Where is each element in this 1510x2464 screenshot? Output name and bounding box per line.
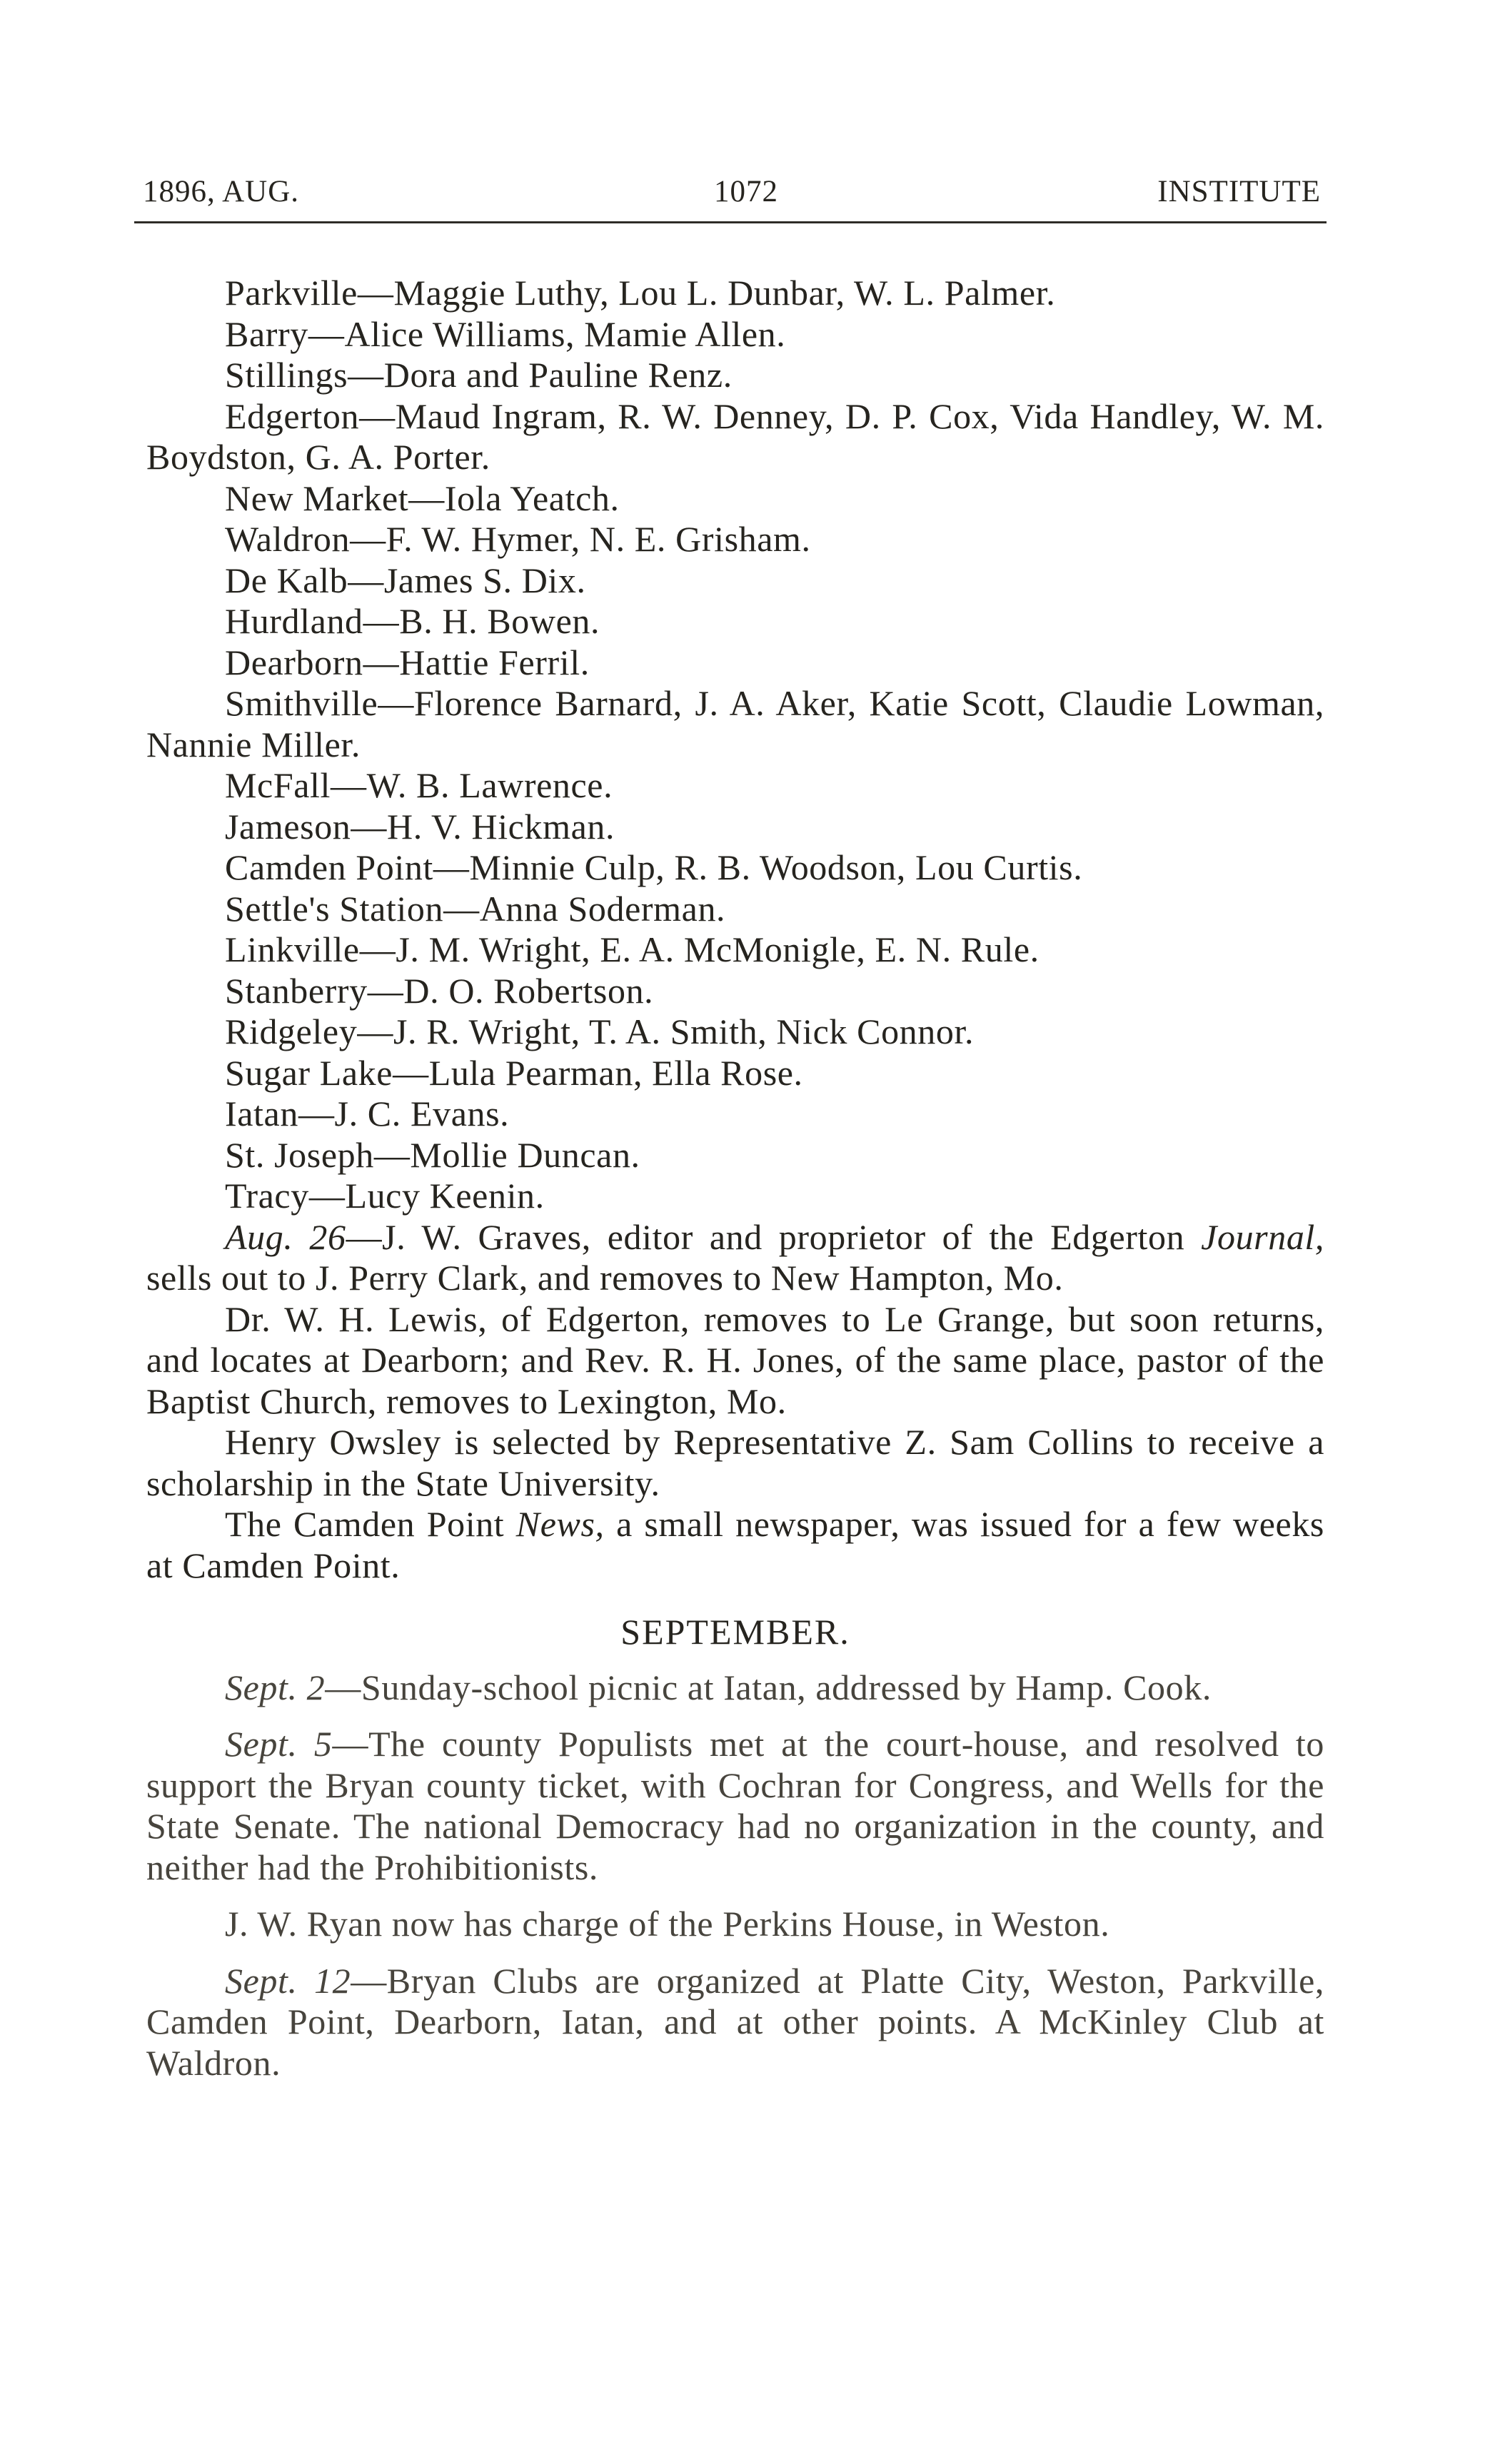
news-title: News, [515, 1504, 605, 1544]
attendee-names: Minnie Culp, R. B. Woodson, Lou Curtis. [469, 847, 1083, 887]
place-name: Parkville [225, 273, 358, 313]
page-body [146, 273, 1324, 2084]
place-name: New Market [225, 478, 409, 518]
place-entry: McFall—W. B. Lawrence. [225, 765, 613, 805]
attendee-names: Iola Yeatch. [444, 478, 620, 518]
place-name: Ridgeley [225, 1011, 358, 1051]
attendee-names: J. R. Wright, T. A. Smith, Nick Connor. [393, 1011, 975, 1051]
place-name: Smithville [225, 683, 378, 723]
paragraph-aug-26: Aug. 26—J. W. Graves, editor and proprietor of the Edgerton Journal, sells out to J. Perry Clark, and removes to New Hampton, Mo. [146, 1216, 1325, 1298]
place-name: Iatan [225, 1094, 298, 1133]
journal-title: Journal, [1201, 1216, 1325, 1257]
entry-date: Sept. 2 [225, 1667, 326, 1707]
place-name: Camden Point [225, 847, 433, 887]
header-rule [134, 221, 1327, 223]
header-date: 1896, AUG. [143, 175, 300, 208]
paragraph-camden-news: The Camden Point News, a small newspaper, was issued for a few weeks at Camden Point. [146, 1504, 1324, 1585]
place-entry: Tracy—Lucy Keenin. [225, 1176, 545, 1216]
place-name: Stillings [225, 355, 348, 395]
attendee-names: J. M. Wright, E. A. McMonigle, E. N. Rule. [396, 929, 1040, 969]
place-entry: Camden Point—Minnie Culp, R. B. Woodson, Lou Curtis. [225, 847, 1083, 887]
place-name: Sugar Lake [225, 1052, 393, 1093]
place-entry: Smithville—Florence Barnard, J. A. Aker, Katie Scott, Claudie Lowman, Nannie Miller. [146, 683, 1324, 764]
attendee-names: Lula Pearman, Ella Rose. [428, 1052, 803, 1093]
paragraph-sept-12: Sept. 12—Bryan Clubs are organized at Platte City, Weston, Parkville, Camden Point, Dearborn, Iatan, and at other points. A McKinley Club at Waldron. [146, 1960, 1324, 2083]
section-heading-september: SEPTEMBER. [620, 1612, 850, 1652]
place-entry: Waldron—F. W. Hymer, N. E. Grisham. [225, 519, 811, 559]
place-name: Stanberry [225, 970, 368, 1011]
places-list [146, 273, 1324, 1217]
place-name: De Kalb [225, 560, 348, 600]
attendee-names: Dora and Pauline Renz. [383, 355, 733, 395]
place-entry: Jameson—H. V. Hickman. [225, 806, 615, 847]
place-entry: Parkville—Maggie Luthy, Lou L. Dunbar, W. L. Palmer. [225, 273, 1056, 313]
page-number: 1072 [714, 175, 778, 208]
place-entry: Barry—Alice Williams, Mamie Allen. [225, 313, 786, 354]
place-entry: Stanberry—D. O. Robertson. [225, 970, 654, 1011]
page-header [143, 174, 1321, 217]
attendee-names: Anna Soderman. [479, 888, 726, 929]
paragraph-owsley: Henry Owsley is selected by Representative Z. Sam Collins to receive a scholarship in the State University. [146, 1422, 1324, 1503]
place-name: Barry [225, 313, 308, 354]
place-entry: Linkville—J. M. Wright, E. A. McMonigle, E. N. Rule. [225, 929, 1040, 969]
place-name: McFall [225, 765, 331, 805]
place-entry: De Kalb—James S. Dix. [225, 560, 586, 600]
paragraph-gap [146, 1888, 1324, 1904]
attendee-names: W. B. Lawrence. [366, 765, 613, 805]
attendee-names: Maggie Luthy, Lou L. Dunbar, W. L. Palmer. [393, 273, 1056, 313]
place-name: Linkville [225, 929, 360, 969]
paragraph-gap [146, 1945, 1324, 1961]
place-name: Hurdland [225, 601, 363, 641]
place-entry: Edgerton—Maud Ingram, R. W. Denney, D. P. Cox, Vida Handley, W. M. Boydston, G. A. Porter. [146, 395, 1324, 477]
place-name: St. Joseph [225, 1134, 374, 1175]
attendee-names: H. V. Hickman. [387, 806, 615, 847]
attendee-names: James S. Dix. [383, 560, 586, 600]
attendee-names: D. O. Robertson. [403, 970, 654, 1011]
attendee-names: F. W. Hymer, N. E. Grisham. [386, 519, 811, 559]
place-name: Jameson [225, 806, 351, 847]
place-name: Edgerton [225, 395, 360, 436]
place-entry: Stillings—Dora and Pauline Renz. [225, 355, 733, 395]
place-entry: Iatan—J. C. Evans. [225, 1094, 510, 1133]
entry-date: Sept. 5 [225, 1724, 333, 1764]
place-name: Settle's Station [225, 888, 444, 929]
attendee-names: B. H. Bowen. [399, 601, 600, 641]
attendee-names: Hattie Ferril. [399, 642, 590, 682]
paragraph-sept-2: Sept. 2—Sunday-school picnic at Iatan, addressed by Hamp. Cook. [225, 1667, 1212, 1707]
paragraph-lewis: Dr. W. H. Lewis, of Edgerton, removes to Le Grange, but soon returns, and locates at Dearborn; and Rev. R. H. Jones, of the same place, pastor of the Baptist Church, removes to Lexington, Mo. [146, 1298, 1324, 1421]
attendee-names: Alice Williams, Mamie Allen. [344, 313, 786, 354]
attendee-names: J. C. Evans. [334, 1094, 510, 1133]
entry-date: Aug. 26 [225, 1216, 346, 1257]
paragraph-gap [146, 1708, 1324, 1724]
attendee-names: Florence Barnard, J. A. Aker, Katie Scott, Claudie Lowman, Nannie Miller. [146, 683, 1324, 764]
place-entry: Hurdland—B. H. Bowen. [225, 601, 600, 641]
place-entry: Settle's Station—Anna Soderman. [225, 888, 726, 929]
place-name: Waldron [225, 519, 351, 559]
place-name: Dearborn [225, 642, 363, 682]
paragraph-sept-5: Sept. 5—The county Populists met at the court-house, and resolved to support the Bryan county ticket, with Cochran for Congress, and Wells for the State Senate. The national Democracy had no organization in the county, and neither had the Prohibitionists. [146, 1724, 1324, 1887]
place-entry: Dearborn—Hattie Ferril. [225, 642, 590, 682]
place-entry: Sugar Lake—Lula Pearman, Ella Rose. [225, 1052, 803, 1093]
header-section: INSTITUTE [1157, 175, 1321, 208]
attendee-names: Lucy Keenin. [345, 1176, 545, 1216]
attendee-names: Mollie Duncan. [410, 1134, 640, 1175]
place-entry: St. Joseph—Mollie Duncan. [225, 1134, 640, 1175]
place-entry: Ridgeley—J. R. Wright, T. A. Smith, Nick Connor. [225, 1011, 975, 1051]
place-name: Tracy [225, 1176, 309, 1216]
paragraph-ryan: J. W. Ryan now has charge of the Perkins House, in Weston. [225, 1904, 1110, 1944]
entry-date: Sept. 12 [225, 1960, 351, 2001]
place-entry: New Market—Iola Yeatch. [225, 478, 620, 518]
attendee-names: Maud Ingram, R. W. Denney, D. P. Cox, Vida Handley, W. M. Boydston, G. A. Porter. [146, 395, 1324, 477]
